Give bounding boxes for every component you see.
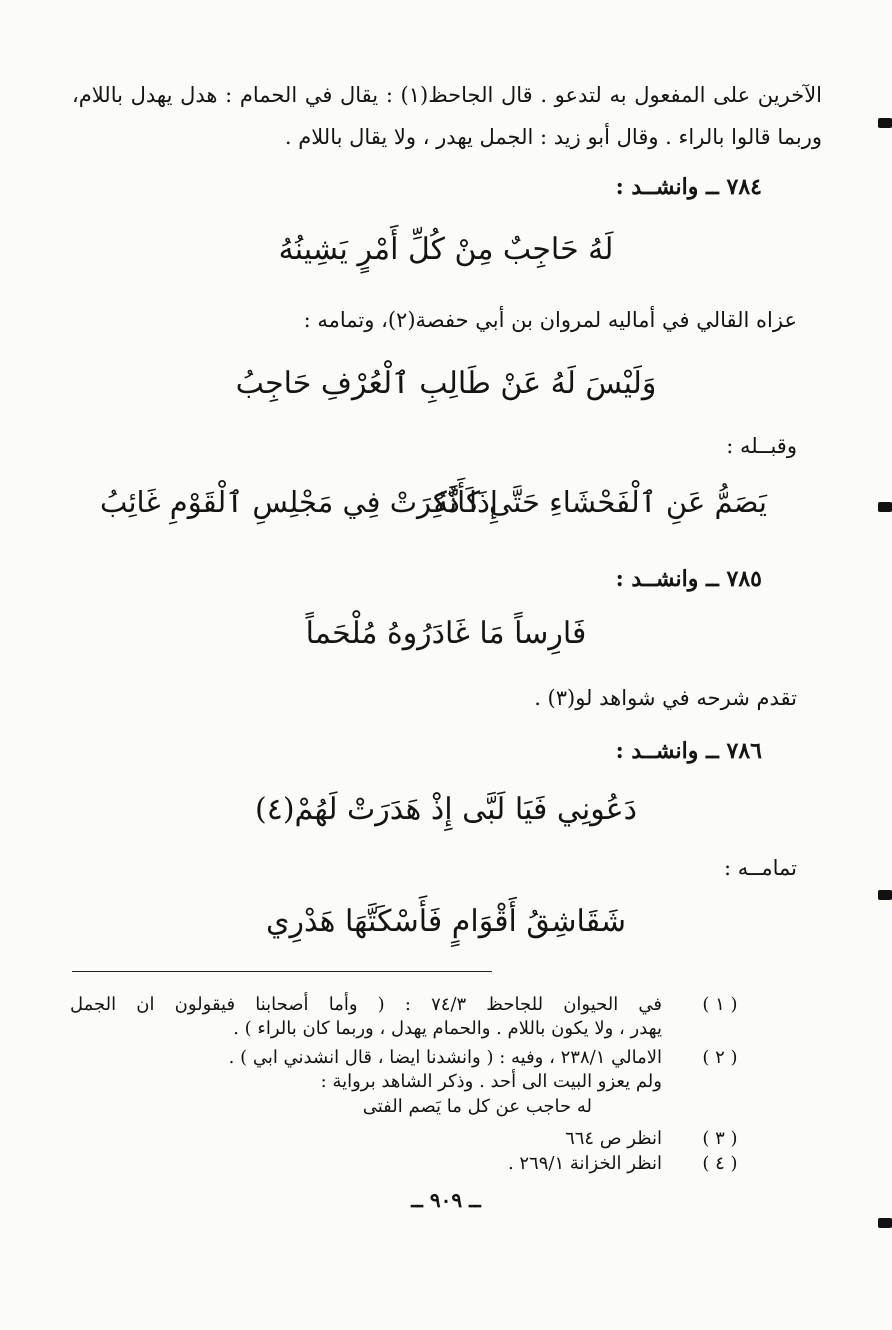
margin-mark-2: [878, 502, 892, 512]
footnote-1-number: ( ١ ): [702, 994, 738, 1015]
footnote-divider: [72, 971, 492, 972]
entry-784-completion: وَلَيْسَ لَهُ عَنْ طَالِبِ ٱلْعُرْفِ حَاجِبُ: [235, 366, 657, 401]
entry-785-verse: فَارِساً مَا غَادَرُوهُ مُلْحَماً: [305, 616, 587, 651]
entry-784-attribution: عزاه القالي في أماليه لمروان بن أبي حفصة(٢)، وتمامه :: [303, 308, 797, 332]
footnote-3-line-1: انظر ص ٦٦٤: [565, 1128, 662, 1149]
entry-786-heading: ٧٨٦ ــ وانشــد :: [615, 738, 762, 764]
entry-785-heading: ٧٨٥ ــ وانشــد :: [615, 566, 762, 592]
body-line-1: الآخرين على المفعول به لتدعو . قال الجاحظ(١) : يقال في الحمام : هدل يهدل باللام،: [72, 83, 822, 107]
entry-784-verse: لَهُ حَاجِبٌ مِنْ كُلِّ أَمْرٍ يَشِينُهُ: [278, 232, 614, 267]
margin-mark-1: [878, 118, 892, 128]
entry-784-hemistich-right: يَصَمُّ عَنِ ٱلْفَحْشَاءِ حَتَّى كَأَنَّهُ: [433, 485, 767, 519]
footnote-2-line-3: له حاجب عن كل ما يَصم الفتى: [362, 1096, 592, 1117]
footnote-1-line-1: في الحيوان للجاحظ ٧٤/٣ : ( وأما أصحابنا فيقولون ان الجمل: [70, 994, 663, 1015]
entry-785-note: تقدم شرحه في شواهد لو(٣) .: [534, 686, 797, 710]
entry-786-completion: شَقَاشِقُ أَقْوَامٍ فَأَسْكَتَّهَا هَدْرِي: [265, 904, 627, 939]
footnote-3-number: ( ٣ ): [702, 1128, 738, 1149]
page-number: ــ ٩٠٩ ــ: [411, 1188, 481, 1212]
entry-784-before-label: وقبــله :: [726, 434, 797, 458]
entry-784-heading: ٧٨٤ ــ وانشــد :: [615, 174, 762, 200]
footnote-2-line-1: الامالي ٢٣٨/١ ، وفيه : ( وانشدنا ايضا ، قال انشدني ابي ) .: [228, 1047, 662, 1068]
footnote-1-line-2: يهدر ، ولا يكون باللام . والحمام يهدل ، وربما كان بالراء ) .: [233, 1018, 662, 1039]
footnote-4-line-1: انظر الخزانة ٢٦٩/١ .: [507, 1153, 662, 1174]
body-line-2: وربما قالوا بالراء . وقال أبو زيد : الجمل يهدر ، ولا يقال باللام .: [284, 125, 822, 149]
footnote-2-number: ( ٢ ): [702, 1047, 738, 1068]
footnote-4-number: ( ٤ ): [702, 1153, 738, 1174]
entry-784-hemistich-left: إِذَا ذُكِرَتْ فِي مَجْلِسِ ٱلْقَوْمِ غَائِبُ: [100, 485, 498, 519]
margin-mark-3: [878, 890, 892, 900]
footnote-2-line-2: ولم يعزو البيت الى أحد . وذكر الشاهد برواية :: [320, 1071, 662, 1092]
entry-786-verse: دَعُونِي فَيَا لَبَّى إِذْ هَدَرَتْ لَهُمْ(٤): [255, 792, 637, 827]
entry-786-completion-label: تمامــه :: [724, 856, 797, 880]
margin-mark-4: [878, 1218, 892, 1228]
